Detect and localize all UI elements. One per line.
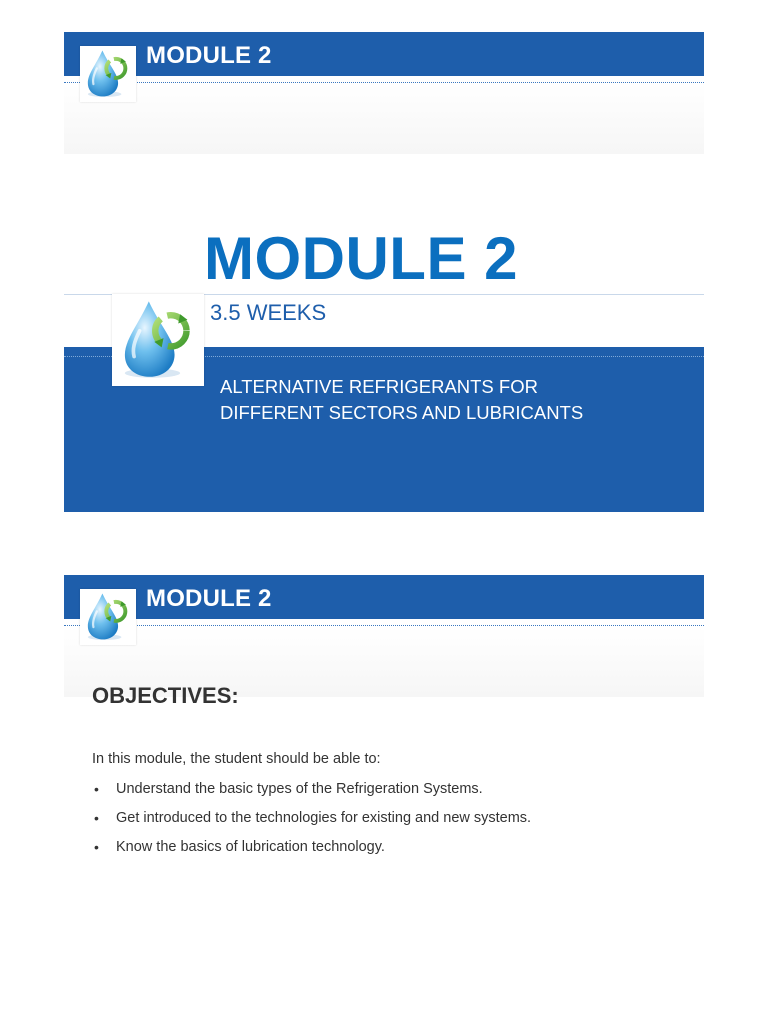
water-drop-recycle-logo-icon: [80, 589, 136, 645]
bullet-icon: •: [94, 839, 99, 855]
slide-module-title: [64, 210, 704, 512]
list-item: [92, 837, 531, 866]
water-drop-recycle-logo-icon: [112, 294, 204, 386]
slide-module-header: [64, 32, 704, 154]
slide-header-title: MODULE 2: [146, 585, 272, 612]
description-line-1: ALTERNATIVE REFRIGERANTS FOR: [220, 376, 538, 397]
description-line-2: DIFFERENT SECTORS AND LUBRICANTS: [220, 402, 584, 423]
module-title: MODULE 2: [204, 225, 519, 292]
objectives-heading: OBJECTIVES:: [92, 683, 239, 708]
bullet-icon: •: [94, 781, 99, 797]
water-drop-recycle-logo-icon: [80, 46, 136, 102]
dotted-divider: [64, 82, 704, 83]
slide-objectives: [64, 575, 704, 895]
module-duration: 3.5 WEEKS: [210, 300, 327, 325]
slide-header-title: MODULE 2: [146, 42, 272, 69]
objective-text: Know the basics of lubrication technology.: [116, 839, 385, 855]
list-item: [92, 779, 531, 808]
module-description: [220, 374, 690, 426]
dotted-divider: [64, 625, 704, 626]
objectives-intro: In this module, the student should be able to:: [92, 751, 381, 767]
list-item: [92, 808, 531, 837]
objective-text: Get introduced to the technologies for existing and new systems.: [116, 810, 532, 826]
objective-text: Understand the basic types of the Refrigeration Systems.: [116, 781, 483, 797]
objectives-list: [92, 779, 531, 866]
bullet-icon: •: [94, 810, 99, 826]
slide-body: [64, 84, 704, 154]
